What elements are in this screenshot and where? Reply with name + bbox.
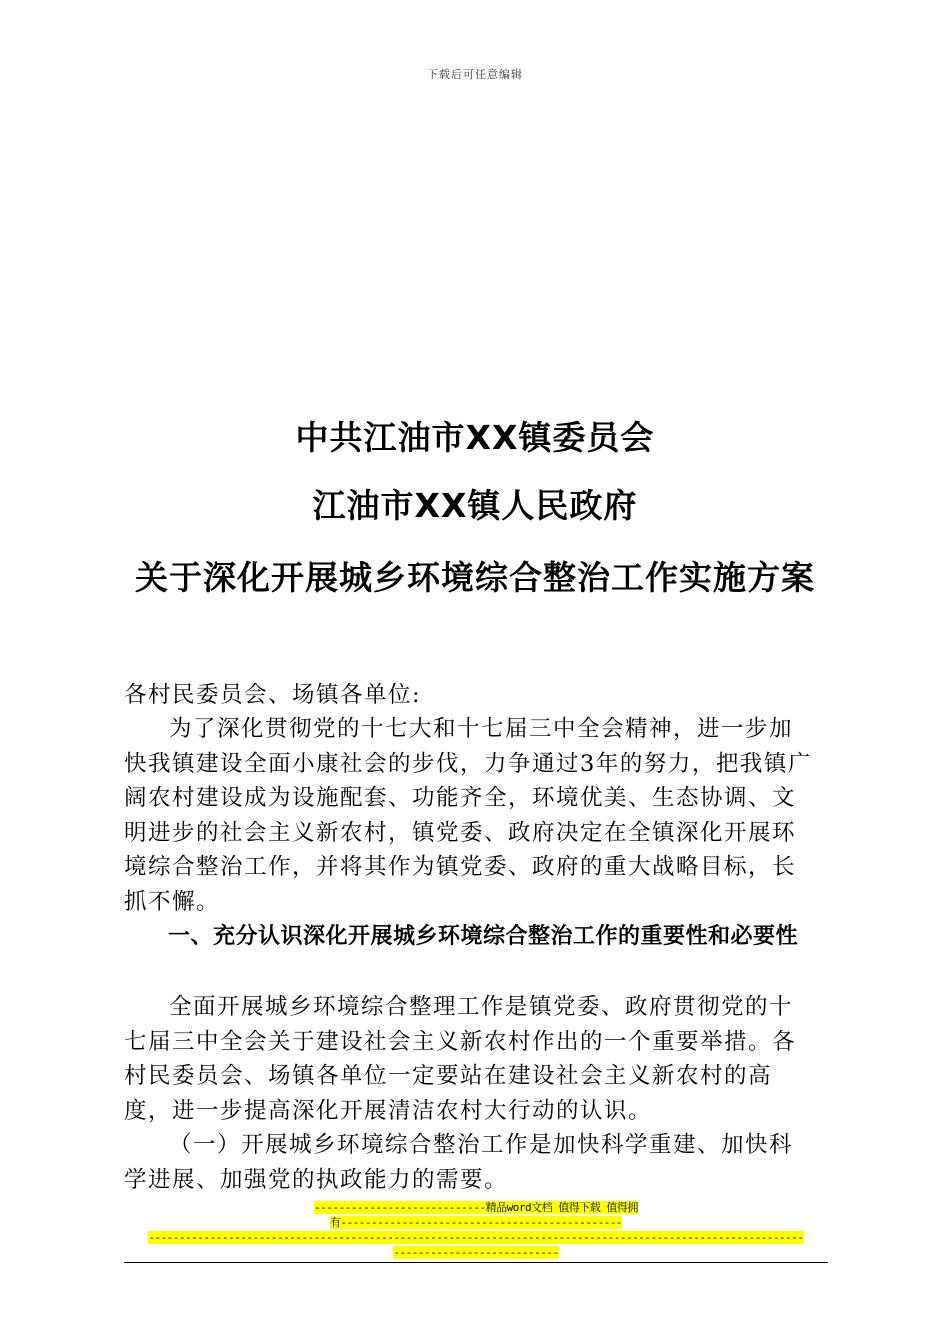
paragraph-section-1: 全面开展城乡环境综合整理工作是镇党委、政府贯彻党的十七届三中全会关于建设社会主义新农村作出的一个重要举措。各村民委员会、场镇各单位一定要站在建设社会主义新农村的高度，进一步提高深化开展清洁农村大行动的认识。 <box>124 994 797 1124</box>
footer-line-4: --------------------------- <box>393 1246 559 1259</box>
document-title-line-1: 中共江油市XX镇委员会 <box>295 418 655 457</box>
section-heading-1: 一、充分认识深化开展城乡环境综合整治工作的重要性和必要性 <box>168 924 799 949</box>
footer-line-2: 有---------------------------------------------- <box>329 1216 623 1229</box>
footer-highlight-banner <box>124 1200 828 1260</box>
footer-line-1: ----------------------------精品word文档 值得下载 值得拥 <box>314 1201 638 1214</box>
paragraph-intro: 为了深化贯彻党的十七大和十七届三中全会精神，进一步加快我镇建设全面小康社会的步伐，力争通过3年的努力，把我镇广阔农村建设成为设施配套、功能齐全，环境优美、生态协调、文明进步的社会主义新农村，镇党委、政府决定在全镇深化开展环境综合整治工作，并将其作为镇党委、政府的重大战略目标，长抓不懈。 <box>124 716 812 915</box>
footer-line-3: ----------------------------------------------------------------------------------------------------------- <box>148 1231 804 1244</box>
document-title-line-2: 江油市XX镇人民政府 <box>312 486 638 525</box>
document-title-line-3: 关于深化开展城乡环境综合整治工作实施方案 <box>135 558 815 597</box>
subsection-1: （一）开展城乡环境综合整治工作是加快科学重建、加快科学进展、加强党的执政能力的需要。 <box>124 1132 794 1193</box>
footer-rule <box>124 1262 828 1263</box>
page-header-note: 下载后可任意编辑 <box>427 68 523 81</box>
salutation: 各村民委员会、场镇各单位: <box>124 682 422 708</box>
